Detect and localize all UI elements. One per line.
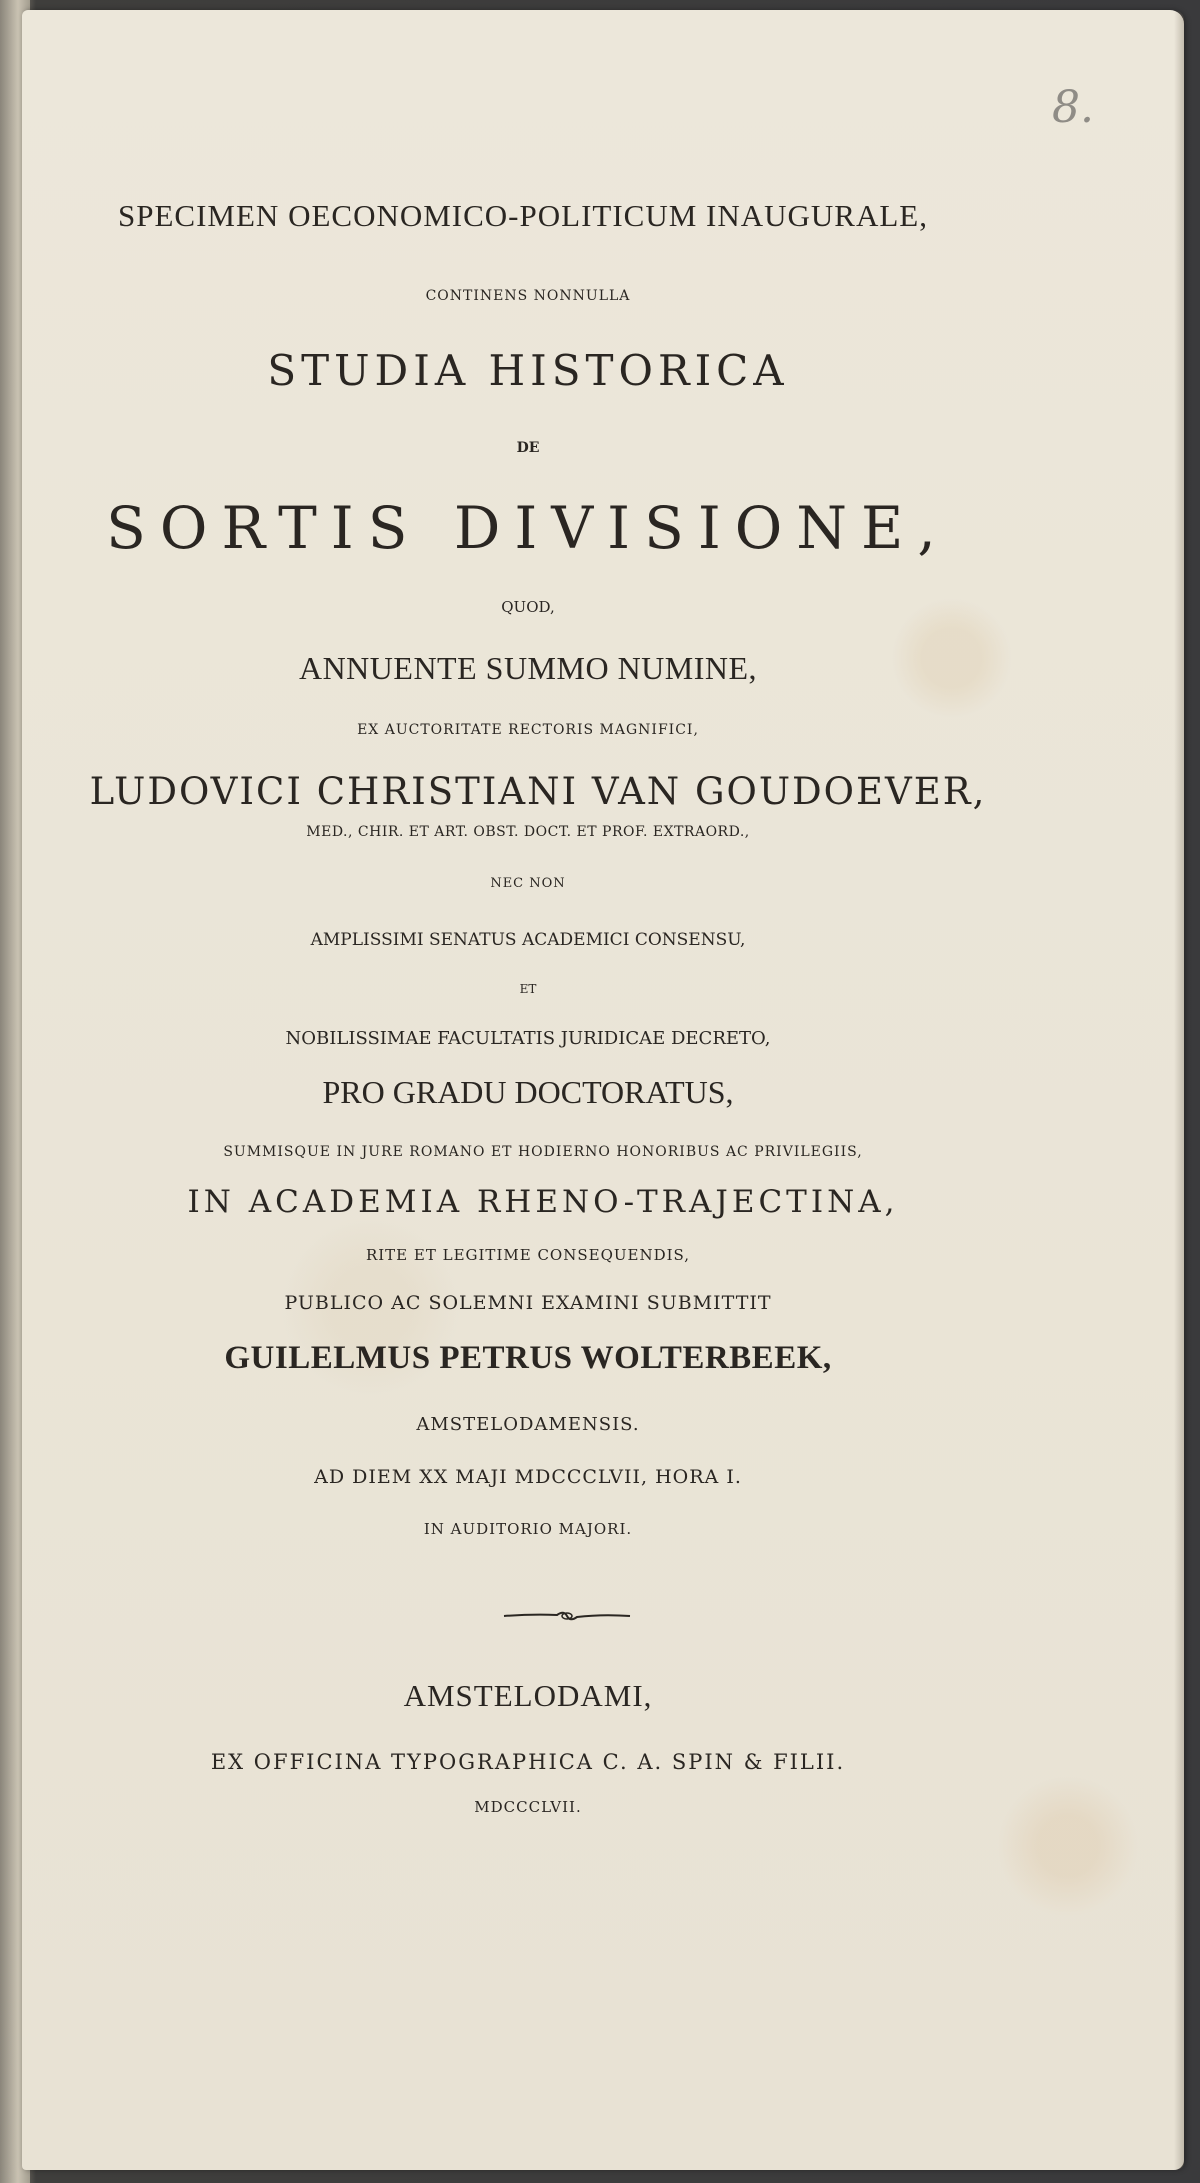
text-et: ET <box>519 982 537 996</box>
main-title-sortis-divisione: SORTIS DIVISIONE, <box>106 494 950 562</box>
text-annuente: ANNUENTE SUMMO NUMINE, <box>298 650 758 686</box>
title-studia-historica: STUDIA HISTORICA <box>267 346 789 395</box>
ornament-rule-icon <box>502 1608 632 1624</box>
title-page <box>22 10 1184 2170</box>
defense-date: AD DIEM XX MAJI MDCCCLVII, HORA I. <box>314 1466 742 1488</box>
text-quod: QUOD, <box>501 598 555 616</box>
text-publico: PUBLICO AC SOLEMNI EXAMINI SUBMITTIT <box>284 1292 772 1314</box>
text-summisque: SUMMISQUE IN JURE ROMANO ET HODIERNO HONORIBUS AC PRIVILEGIIS, <box>223 1144 863 1160</box>
text-rite: RITE ET LEGITIME CONSEQUENDIS, <box>365 1246 691 1264</box>
rector-name: LUDOVICI CHRISTIANI VAN GOUDOEVER, <box>89 770 987 813</box>
text-de: DE <box>516 440 540 456</box>
imprint-year: MDCCCLVII. <box>474 1798 582 1816</box>
rector-titles: MED., CHIR. ET ART. OBST. DOCT. ET PROF. EXTRAORD., <box>306 824 750 840</box>
pencil-page-mark: 8. <box>1052 82 1094 133</box>
defense-location: IN AUDITORIO MAJORI. <box>423 1520 633 1538</box>
imprint-city: AMSTELODAMI, <box>403 1678 653 1713</box>
text-pro-gradu: PRO GRADU DOCTORATUS, <box>322 1074 734 1110</box>
text-nec-non: NEC NON <box>490 876 566 891</box>
imprint-printer: EX OFFICINA TYPOGRAPHICA C. A. SPIN & FILII. <box>210 1750 846 1774</box>
text-in-academia: IN ACADEMIA RHENO-TRAJECTINA, <box>187 1184 899 1220</box>
text-nobilissimae: NOBILISSIMAE FACULTATIS JURIDICAE DECRETO, <box>285 1028 771 1049</box>
text-amplissimi: AMPLISSIMI SENATUS ACADEMICI CONSENSU, <box>310 930 746 950</box>
author-name: GUILELMUS PETRUS WOLTERBEEK, <box>224 1340 832 1376</box>
author-origin: AMSTELODAMENSIS. <box>416 1414 640 1435</box>
text-continens: CONTINENS NONNULLA <box>425 288 631 304</box>
text-ex-auctoritate: EX AUCTORITATE RECTORIS MAGNIFICI, <box>357 722 699 738</box>
subtitle-specimen: SPECIMEN OECONOMICO-POLITICUM INAUGURALE, <box>118 198 928 233</box>
